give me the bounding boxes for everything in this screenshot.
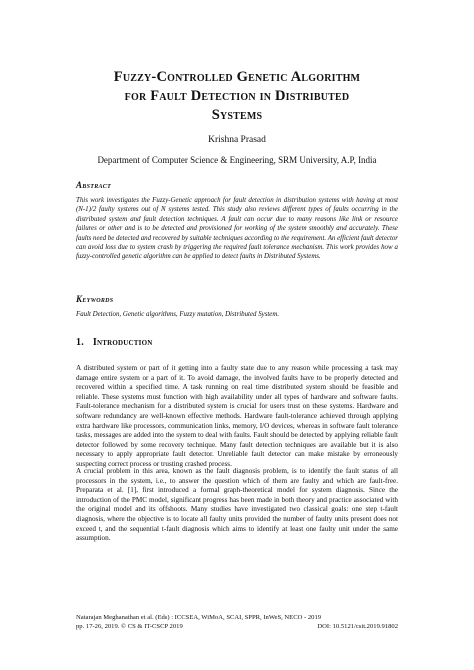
section-heading-introduction [76,337,152,348]
footer-doi: DOI: 10.5121/csit.2019.91802 [317,622,398,630]
title-line-2: for Fault Detection in Distributed [124,88,350,104]
title-line-1: Fuzzy-Controlled Genetic Algorithm [113,69,361,85]
title-line-3: Systems [211,107,263,123]
footer-proceedings: Natarajan Meghanathan et al. (Eds) : ICCSEA, WiMoA, SCAI, SPPR, InWeS, NECO - 2019 [76,614,322,621]
abstract-heading: Abstract [76,180,112,190]
section-title: Introduction [92,337,153,348]
intro-paragraph-1: A distributed system or part of it getting into a faulty state due to any reason while processing a task may damage entire system or a part of it. To avoid damage, the involved faults have to be properly detected and recovered within a specified time. A task running on real time distributed system should be feasible and reliable. These systems must function with high availability under all types of hardware and software faults. Fault-tolerance mechanism for a distributed system is crucial for users trust on these systems. Hardware and software redundancy are well-known effective methods. Hardware fault-tolerance achieved through applying extra hardware like processors, communication links, memory, I/O devices, whereas in software fault tolerance tasks, messages are added into the system to deal with faults. Fault should be detected by applying reliable fault detector followed by some recovery technique. Many fault detection techniques are available but it is also necessary to apply appropriate fault detector. Unreliable fault detector can make mistake by erroneously suspecting correct process or trusting crashed process. [76,364,398,468]
author-name: Krishna Prasad [208,135,266,145]
intro-paragraph-2: A crucial problem in this area, known as the fault diagnosis problem, is to identify the fault status of all processors in the system, i.e., to answer the question which of them are faulty and which are fault-free. Preparata et al. [1], first introduced a formal graph-theoretical model for system diagnosis. Since the introduction of the PMC model, significant progress has been made in both theory and practice associated with the original model and its offshoots. Many studies have investigated two classical goals: one step t-fault diagnosis, where the objective is to locate all faulty units provided the number of faulty units present does not exceed t, and the sequential t-fault diagnosis which aims to identify at least one faulty unit under the same assumption. [76,467,398,543]
author-affiliation: Department of Computer Science & Engineering, SRM University, A.P, India [97,155,377,165]
paper-title [40,68,434,125]
keywords-text: Fault Detection, Genetic algorithms, Fuzzy mutation, Distributed System. [76,311,280,318]
abstract-text: This work investigates the Fuzzy-Genetic approach for fault detection in distribution systems with having at most (N-1)/2 faulty systems out of N systems tested. This study also reviews different types of faults occurring in the distributed system and fault detection techniques. A fault can occur due to many reasons like link or resource failures or other and is to be detected and provisioned for working of the system smoothly and accurately. These faults need be detected and recovered by suitable techniques according to the requirement. An efficient fault detector can avoid loss due to system crash by triggering the required fault tolerance mechanism. This work provides how a fuzzy-controlled genetic algorithm can be applied to detect faults in Distributed Systems. [76,197,398,261]
page-footer [76,614,398,631]
section-number: 1. [76,337,84,348]
keywords-heading: Keywords [76,294,114,304]
footer-pages-copyright: pp. 17-26, 2019. © CS & IT-CSCP 2019 [76,622,183,630]
